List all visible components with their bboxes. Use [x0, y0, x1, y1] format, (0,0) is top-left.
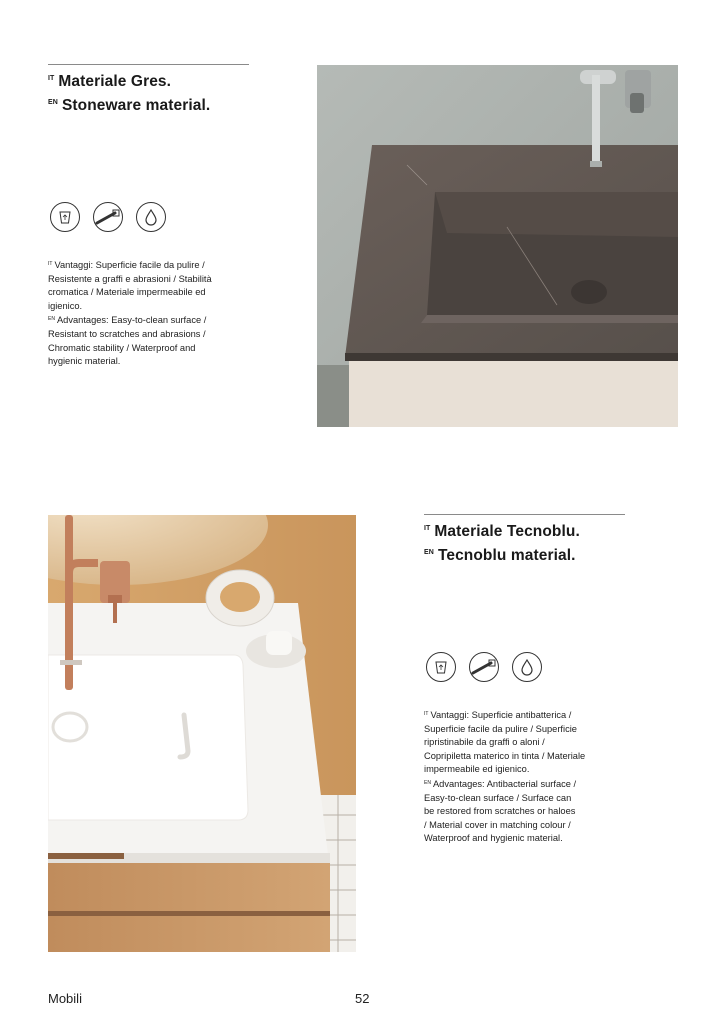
recyclable-cup-icon	[426, 652, 456, 682]
stoneware-basin-photo	[317, 65, 678, 427]
lang-tag-it: IT	[424, 525, 431, 532]
text-en-line-4: / Material cover in matching colour /	[424, 819, 571, 830]
text-en-line-3: be restored from scratches or haloes	[424, 806, 576, 817]
text-it-line-1: $^{IT}$ Vantaggi: Superficie antibatterica /	[424, 710, 572, 720]
lang-tag-en: EN	[48, 99, 58, 106]
lang-tag-en: EN	[424, 549, 434, 556]
lang-tag-it: IT	[48, 75, 55, 82]
section2-divider	[424, 514, 625, 515]
text-it-line-3: cromatica / Materiale impermeabile ed	[48, 287, 206, 298]
text-en-line-5: Waterproof and hygienic material.	[424, 833, 563, 844]
tecnoblu-basin-photo	[48, 515, 356, 952]
section1-title	[48, 68, 308, 116]
section1-feature-icons	[50, 202, 166, 232]
page-number: 52	[355, 991, 370, 1006]
text-it-line-2: Superficie facile da pulire / Superficie	[424, 723, 577, 734]
water-drop-icon	[136, 202, 166, 232]
section1-description	[48, 258, 258, 369]
title-it: Materiale Tecnoblu.	[434, 523, 580, 540]
text-it-line-4: Copripiletta materico in tinta / Materiale	[424, 750, 586, 761]
section2-description	[424, 708, 639, 846]
title-it: Materiale Gres.	[58, 73, 172, 90]
title-en: Stoneware material.	[61, 97, 211, 114]
text-en-line-1: $^{EN}$ Advantages: Easy-to-clean surface /	[48, 315, 207, 326]
scratch-tool-icon	[93, 202, 123, 232]
text-it-line-1: $^{IT}$ Vantaggi: Superficie facile da pulire /	[48, 260, 205, 270]
text-it-line-5: impermeabile ed igienico.	[424, 764, 530, 775]
title-en: Tecnoblu material.	[437, 547, 576, 564]
section2-feature-icons	[426, 652, 542, 682]
section1-divider	[48, 64, 249, 65]
text-it-line-4: igienico.	[48, 300, 83, 311]
scratch-tool-icon	[469, 652, 499, 682]
footer-section-label: Mobili	[48, 991, 82, 1006]
text-en-line-4: hygienic material.	[48, 356, 121, 367]
text-it-line-3: ripristinabile da graffi o aloni /	[424, 737, 545, 748]
recyclable-cup-icon	[50, 202, 80, 232]
water-drop-icon	[512, 652, 542, 682]
text-en-line-3: Chromatic stability / Waterproof and	[48, 342, 196, 353]
text-en-line-1: $^{EN}$ Advantages: Antibacterial surface /	[424, 778, 577, 789]
text-en-line-2: Resistant to scratches and abrasions /	[48, 328, 206, 339]
text-it-line-2: Resistente a graffi e abrasioni / Stabilità	[48, 273, 212, 284]
section2-title	[424, 518, 694, 566]
text-en-line-2: Easy-to-clean surface / Surface can	[424, 792, 572, 803]
